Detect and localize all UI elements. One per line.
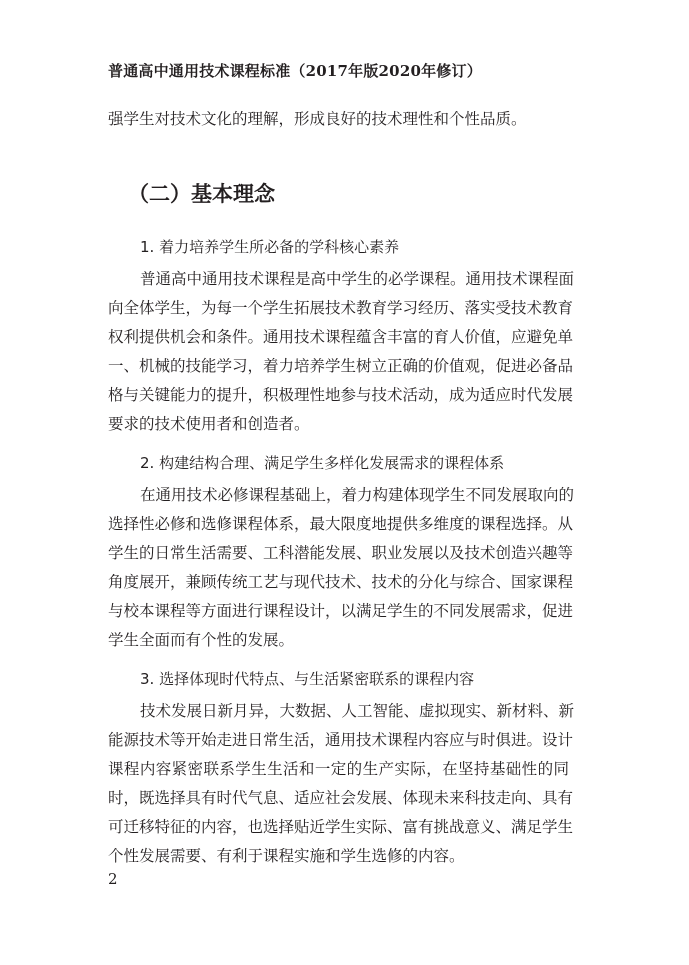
principle-3-line: 课程内容紧密联系学生生活和一定的生产实际，在坚持基础性的同 <box>108 760 569 778</box>
principle-1-heading: 1. 着力培养学生所必备的学科核心素养 <box>140 238 400 256</box>
principle-2-line: 学生全面而有个性的发展。 <box>108 631 295 649</box>
principle-3-line: 技术发展日新月异，大数据、人工智能、虚拟现实、新材料、新 <box>140 702 575 720</box>
principle-1-line: 普通高中通用技术课程是高中学生的必学课程。通用技术课程面 <box>140 270 575 288</box>
principle-1-line: 一、机械的技能学习，着力培养学生树立正确的价值观，促进必备品 <box>108 357 574 375</box>
principle-3-heading: 3. 选择体现时代特点、与生活紧密联系的课程内容 <box>140 670 475 688</box>
intro-line: 强学生对技术文化的理解，形成良好的技术理性和个性品质。 <box>108 110 527 128</box>
principle-2-line: 选择性必修和选修课程体系，最大限度地提供多维度的课程选择。从 <box>108 515 574 533</box>
principle-1-line: 要求的技术使用者和创造者。 <box>108 415 310 433</box>
principle-2-line: 角度展开，兼顾传统工艺与现代技术、技术的分化与综合、国家课程 <box>108 573 574 591</box>
running-header: 普通高中通用技术课程标准（2017年版2020年修订） <box>108 62 482 80</box>
principle-1-line: 权利提供机会和条件。通用技术课程蕴含丰富的育人价值，应避免单 <box>108 328 574 346</box>
principle-3-line: 能源技术等开始走进日常生活，通用技术课程内容应与时俱进。设计 <box>108 731 574 749</box>
principle-1-line: 向全体学生，为每一个学生拓展技术教育学习经历、落实受技术教育 <box>108 299 574 317</box>
principle-2-line: 在通用技术必修课程基础上，着力构建体现学生不同发展取向的 <box>140 486 575 504</box>
principle-3-line: 时，既选择具有时代气息、适应社会发展、体现未来科技走向、具有 <box>108 789 574 807</box>
principle-2-line: 与校本课程等方面进行课程设计，以满足学生的不同发展需求，促进 <box>108 602 574 620</box>
principle-3-line: 个性发展需要、有利于课程实施和学生选修的内容。 <box>108 847 465 865</box>
section-title: （二）基本理念 <box>128 181 275 206</box>
principle-2-heading: 2. 构建结构合理、满足学生多样化发展需求的课程体系 <box>140 454 505 472</box>
principle-1-line: 格与关键能力的提升，积极理性地参与技术活动，成为适应时代发展 <box>108 386 574 404</box>
page-number: 2 <box>108 870 118 888</box>
principle-2-line: 学生的日常生活需要、工科潜能发展、职业发展以及技术创造兴趣等 <box>108 544 574 562</box>
principle-3-line: 可迁移特征的内容，也选择贴近学生实际、富有挑战意义、满足学生 <box>108 818 574 836</box>
